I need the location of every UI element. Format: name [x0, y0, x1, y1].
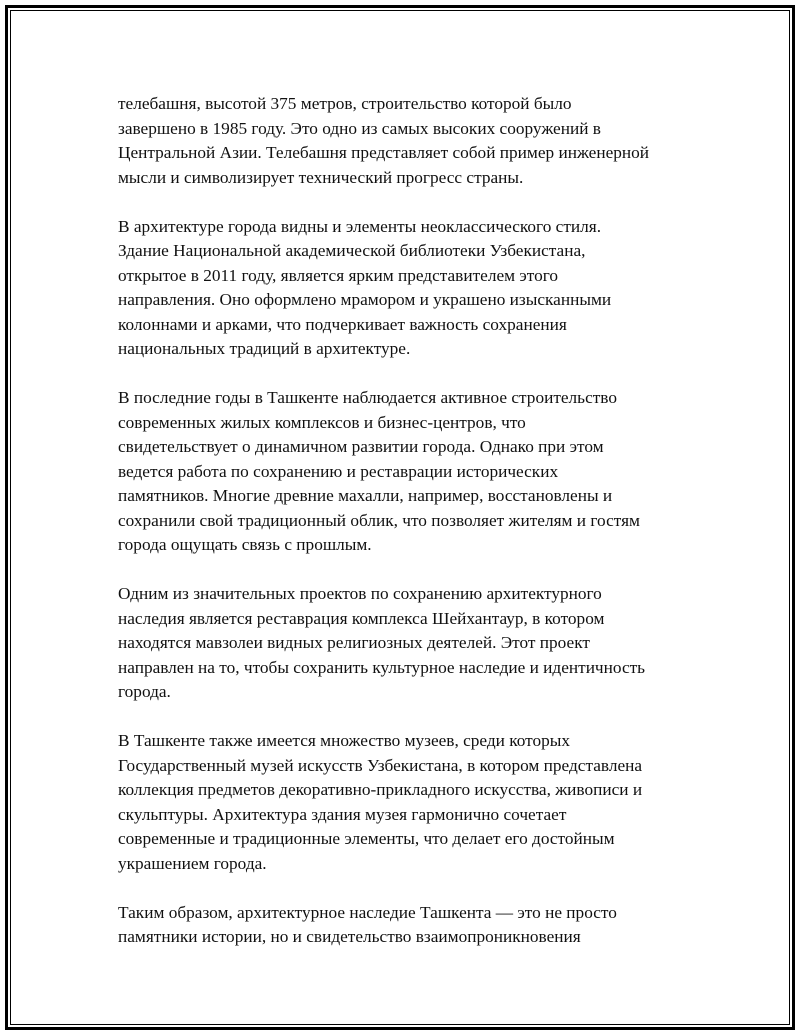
- text-line: находятся мавзолеи видных религиозных деятелей. Этот проект: [118, 633, 590, 652]
- paragraph: [118, 729, 718, 876]
- text-line: национальных традиций в архитектуре.: [118, 339, 411, 358]
- text-line: Здание Национальной академической библиотеки Узбекистана,: [118, 241, 586, 260]
- paragraph: [118, 582, 718, 705]
- text-line: украшением города.: [118, 853, 267, 873]
- paragraph: [118, 92, 718, 190]
- text-line: В последние годы в Ташкенте наблюдается активное строительство: [118, 388, 617, 407]
- text-line: ведется работа по сохранению и реставрации исторических: [118, 461, 559, 481]
- text-line: направлен на то, чтобы сохранить культурное наследие и идентичность: [118, 657, 646, 677]
- text-line: коллекция предметов декоративно-прикладного искусства, живописи и: [118, 780, 643, 799]
- text-line: памятники истории, но и свидетельство взаимопроникновения: [118, 927, 581, 946]
- text-line: памятников. Многие древние махалли, например, восстановлены и: [118, 486, 613, 505]
- text-line: свидетельствует о динамичном развитии города. Однако при этом: [118, 437, 604, 456]
- paragraph: [118, 386, 718, 558]
- text-line: В Ташкенте также имеется множество музеев, среди которых: [118, 731, 571, 750]
- text-line: современных жилых комплексов и бизнес-центров, что: [118, 412, 526, 432]
- text-line: открытое в 2011 году, является ярким представителем этого: [118, 265, 559, 285]
- text-line: мысли и символизирует технический прогресс страны.: [118, 167, 524, 187]
- text-line: Таким образом, архитектурное наследие Ташкента — это не просто: [118, 902, 617, 922]
- text-line: Одним из значительных проектов по сохранению архитектурного: [118, 584, 602, 603]
- paragraph: [118, 215, 718, 362]
- text-line: направления. Оно оформлено мрамором и украшено изысканными: [118, 290, 612, 309]
- text-line: завершено в 1985 году. Это одно из самых высоких сооружений в: [118, 118, 601, 138]
- text-line: наследия является реставрация комплекса Шейхантаур, в котором: [118, 608, 605, 628]
- paragraph: [118, 901, 718, 950]
- text-line: города.: [118, 682, 171, 701]
- text-line: Центральной Азии. Телебашня представляет собой пример инженерной: [118, 143, 650, 162]
- text-line: скульптуры. Архитектура здания музея гармонично сочетает: [118, 804, 567, 824]
- text-line: В архитектуре города видны и элементы неоклассического стиля.: [118, 216, 602, 236]
- text-line: сохранили свой традиционный облик, что позволяет жителям и гостям: [118, 510, 640, 530]
- text-line: города ощущать связь с прошлым.: [118, 535, 372, 554]
- text-line: современные и традиционные элементы, что делает его достойным: [118, 829, 615, 848]
- text-line: колоннами и арками, что подчеркивает важность сохранения: [118, 314, 567, 334]
- text-line: телебашня, высотой 375 метров, строительство которой было: [118, 94, 572, 113]
- document-body: [118, 92, 718, 974]
- text-line: Государственный музей искусств Узбекистана, в котором представлена: [118, 755, 643, 775]
